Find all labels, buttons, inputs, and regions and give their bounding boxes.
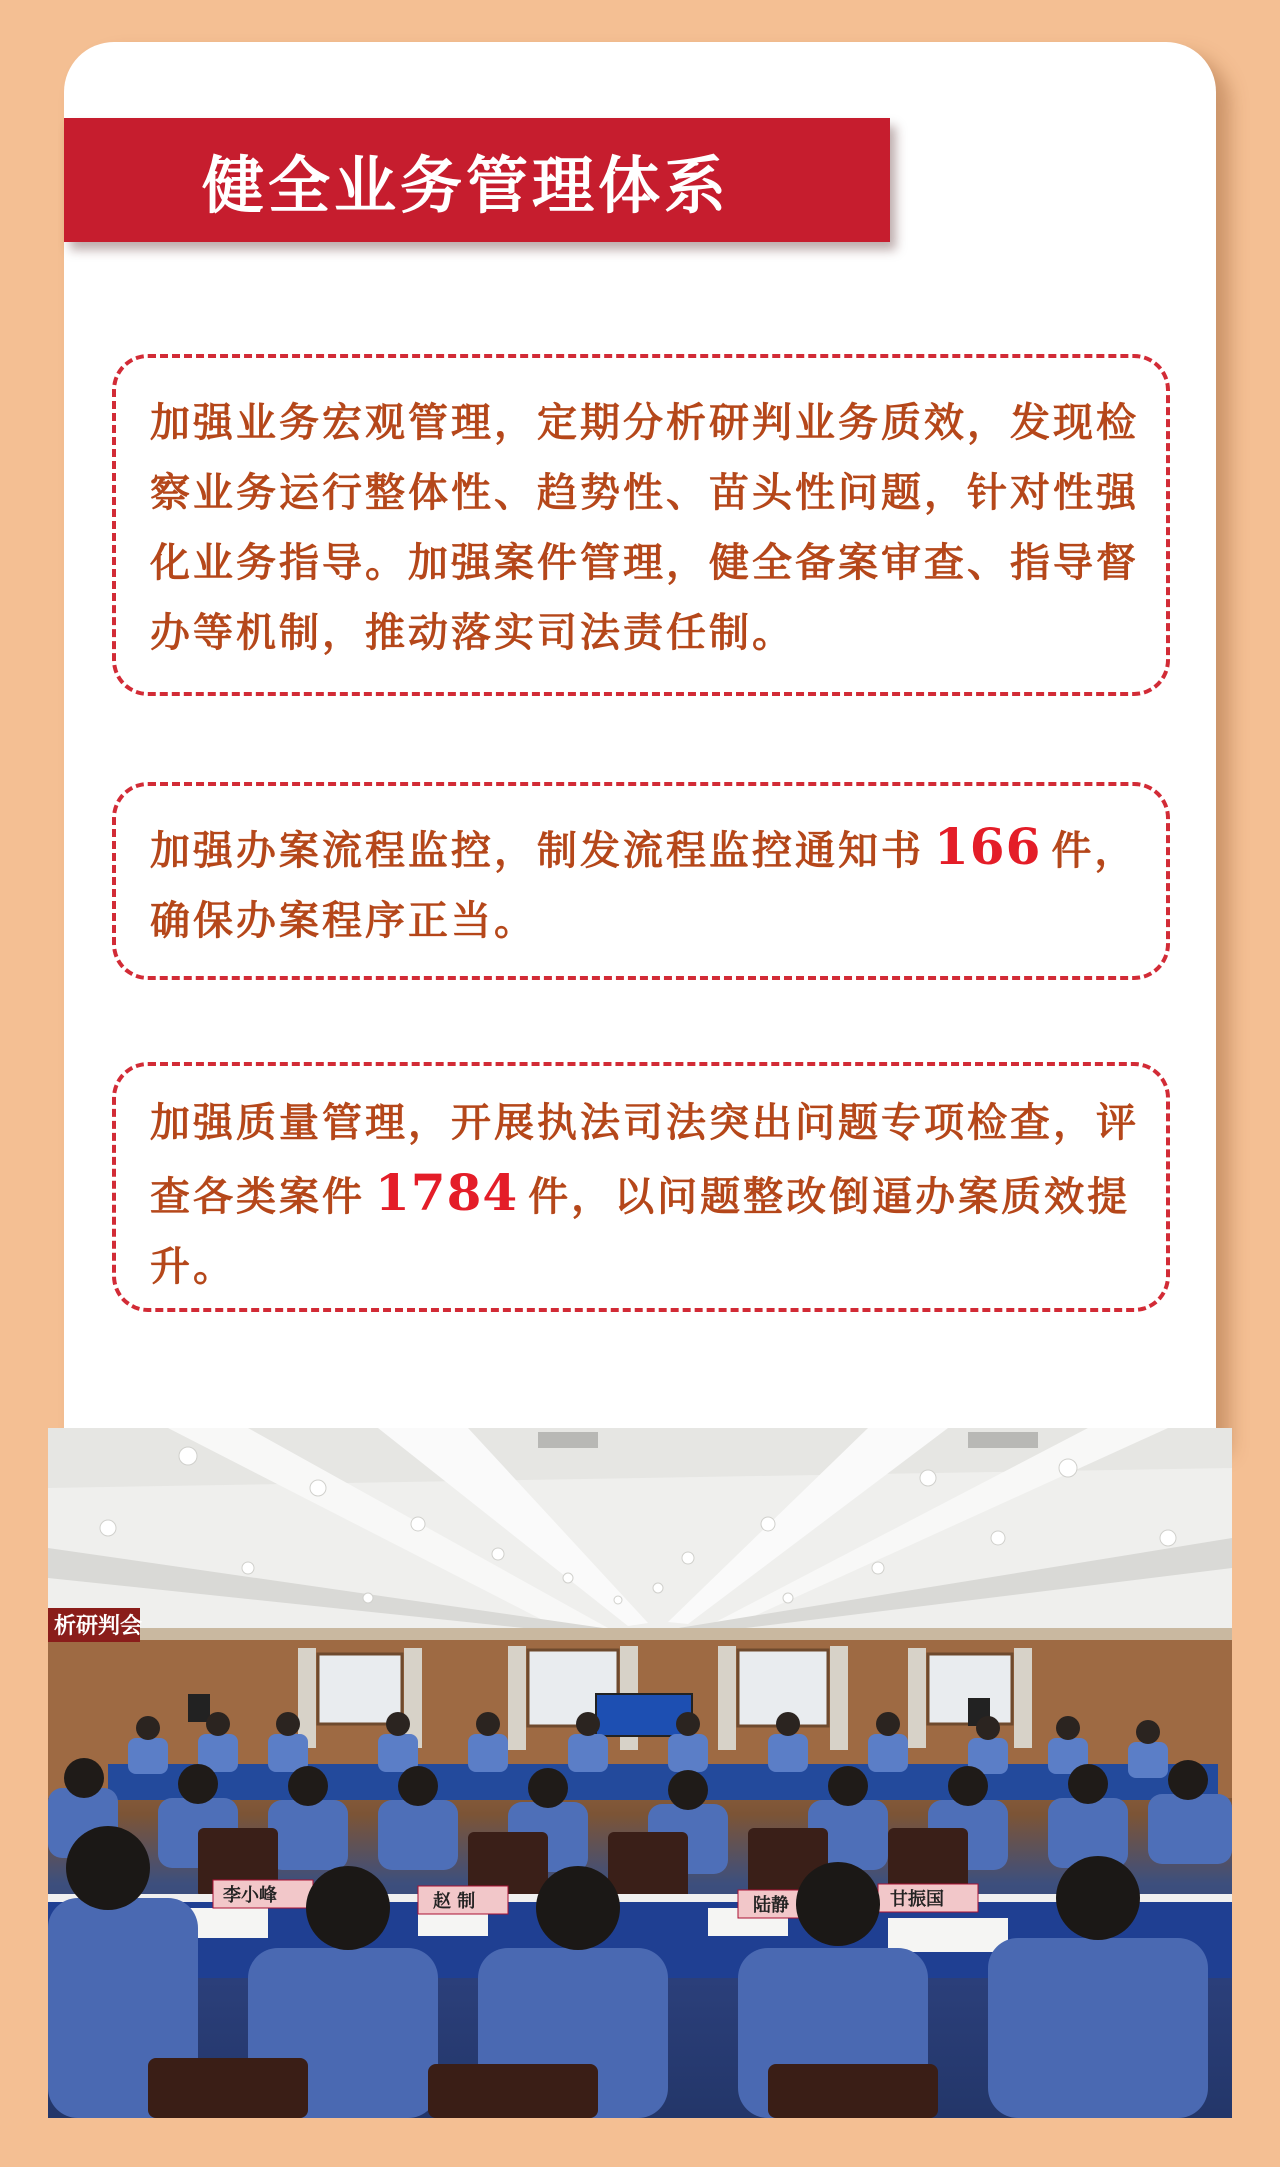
meeting-photo (48, 1428, 1232, 2118)
title-banner (64, 118, 890, 242)
section-2-number: 166 (934, 817, 1042, 876)
section-1-text: 加强业务宏观管理，定期分析研判业务质效，发现检察业务运行整体性、趋势性、苗头性问题，针对性强化业务指导。加强案件管理，健全备案审查、指导督办等机制，推动落实司法责任制。 (150, 399, 1139, 656)
section-2-text (150, 812, 1150, 956)
section-3-number: 1784 (375, 1163, 519, 1222)
name-card-2: 赵 制 (433, 1891, 476, 1912)
wall-sign: 析研判会 (54, 1613, 143, 1639)
section-3-after: 件，以问题整改倒逼办案质效提升。 (150, 1173, 1131, 1290)
name-card-4: 甘振国 (890, 1889, 944, 1910)
name-card-3: 陆静 (753, 1895, 789, 1916)
page-title: 健全业务管理体系 (202, 148, 731, 222)
section-2-before: 加强办案流程监控，制发流程监控通知书 (150, 827, 924, 874)
section-3-before: 加强质量管理，开展执法司法突出问题专项检查，评查各类案件 (150, 1099, 1139, 1220)
meeting-photo-illustration (48, 1428, 1232, 2118)
section-2-after: 件，确保办案程序正当。 (150, 827, 1138, 944)
section-3-text (150, 1088, 1150, 1302)
name-card-1: 李小峰 (223, 1885, 277, 1906)
